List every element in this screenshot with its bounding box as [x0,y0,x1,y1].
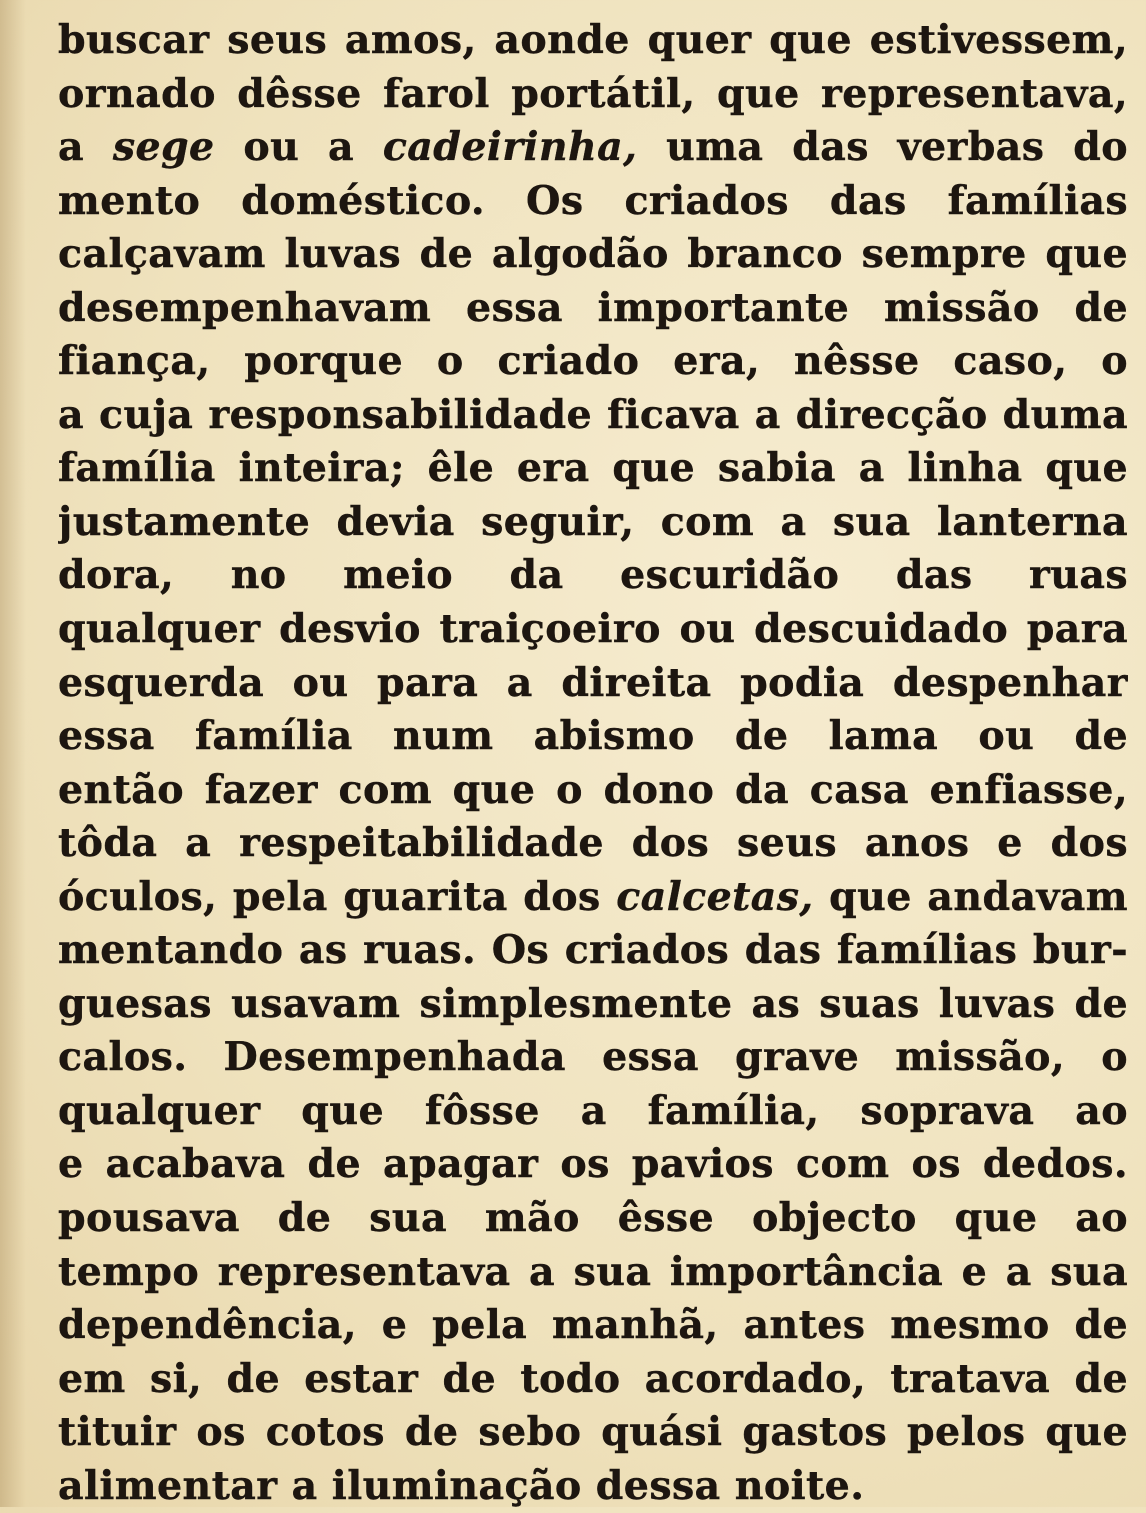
text-line [58,1192,1128,1246]
text-line [58,871,1128,925]
document-body [58,14,1128,1513]
italic-text: calcetas, [616,873,814,920]
text-line [58,389,1128,443]
text-segment: mento doméstico. Os criados das famílias [58,177,1128,224]
text-segment: então fazer com que o dono da casa enfiasse, [58,766,1128,813]
text-segment: dependência, e pela manhã, antes mesmo de [58,1302,1128,1349]
text-segment: fiança, porque o criado era, nêsse caso, o [58,338,1128,385]
text-segment: tempo representava a sua importância e a sua [58,1248,1128,1295]
text-segment: a [58,124,113,171]
text-segment: buscar seus amos, aonde quer que estivessem, [58,17,1128,63]
text-segment: família inteira; êle era que sabia a linha que [58,445,1128,492]
text-segment: uma das verbas do [666,124,1128,171]
text-line [58,1138,1128,1192]
text-line [58,764,1128,818]
italic-text: sege [112,124,215,171]
text-line [58,1085,1128,1139]
text-segment: essa família num abismo de lama ou de [58,713,1128,760]
text-line [58,282,1128,336]
text-line [58,710,1128,764]
text-segment: qualquer que fôsse a família, soprava ao [58,1087,1128,1134]
text-line [58,14,1128,68]
text-line [58,335,1128,389]
text-segment: que andavam [829,873,1128,920]
text-segment: alimentar a iluminação dessa noite. [58,1462,865,1509]
text-line [58,1246,1128,1300]
text-segment: calos. Desempenhada essa grave missão, o [58,1034,1128,1081]
text-segment: dora, no meio da escuridão das ruas [58,552,1128,599]
text-line [58,1460,1128,1513]
text-segment: tôda a respeitabilidade dos seus anos e dos [58,820,1128,867]
text-segment: tituir os cotos de sebo quási gastos pelos que [58,1409,1128,1456]
text-segment: a cuja responsabilidade ficava a direcção duma [58,391,1128,438]
text-line [58,603,1128,657]
text-segment: guesas usavam simplesmente as suas luvas de [58,980,1128,1027]
text-segment: desempenhavam essa importante missão de [58,284,1128,331]
text-line [58,1406,1128,1460]
text-line [58,1353,1128,1407]
text-segment: calçavam luvas de algodão branco sempre que [58,231,1128,278]
text-line [58,978,1128,1032]
text-line [58,657,1128,711]
text-segment: esquerda ou para a direita podia despenhar [58,659,1128,706]
page-fold-shadow [0,0,26,1507]
text-line [58,496,1128,550]
text-line [58,442,1128,496]
text-segment: ornado dêsse farol portátil, que representava, [58,70,1128,117]
text-line [58,817,1128,871]
text-line [58,1299,1128,1353]
text-segment: e acabava de apagar os pavios com os dedos. [58,1141,1128,1188]
text-line [58,1031,1128,1085]
text-line [58,549,1128,603]
text-segment: mentando as ruas. Os criados das famílias bur- [58,927,1128,974]
text-segment: ou a [214,124,383,171]
text-segment: em si, de estar de todo acordado, tratava de [58,1355,1128,1402]
text-line [58,121,1128,175]
text-segment: justamente devia seguir, com a sua lanterna [58,498,1128,545]
text-segment: qualquer desvio traiçoeiro ou descuidado para [58,606,1128,653]
text-segment: óculos, pela guarita dos [58,873,617,920]
text-line [58,924,1128,978]
text-line [58,228,1128,282]
text-segment: pousava de sua mão êsse objecto que ao [58,1195,1128,1242]
text-line [58,68,1128,122]
text-line [58,175,1128,229]
italic-text: cadeirinha, [382,124,638,171]
